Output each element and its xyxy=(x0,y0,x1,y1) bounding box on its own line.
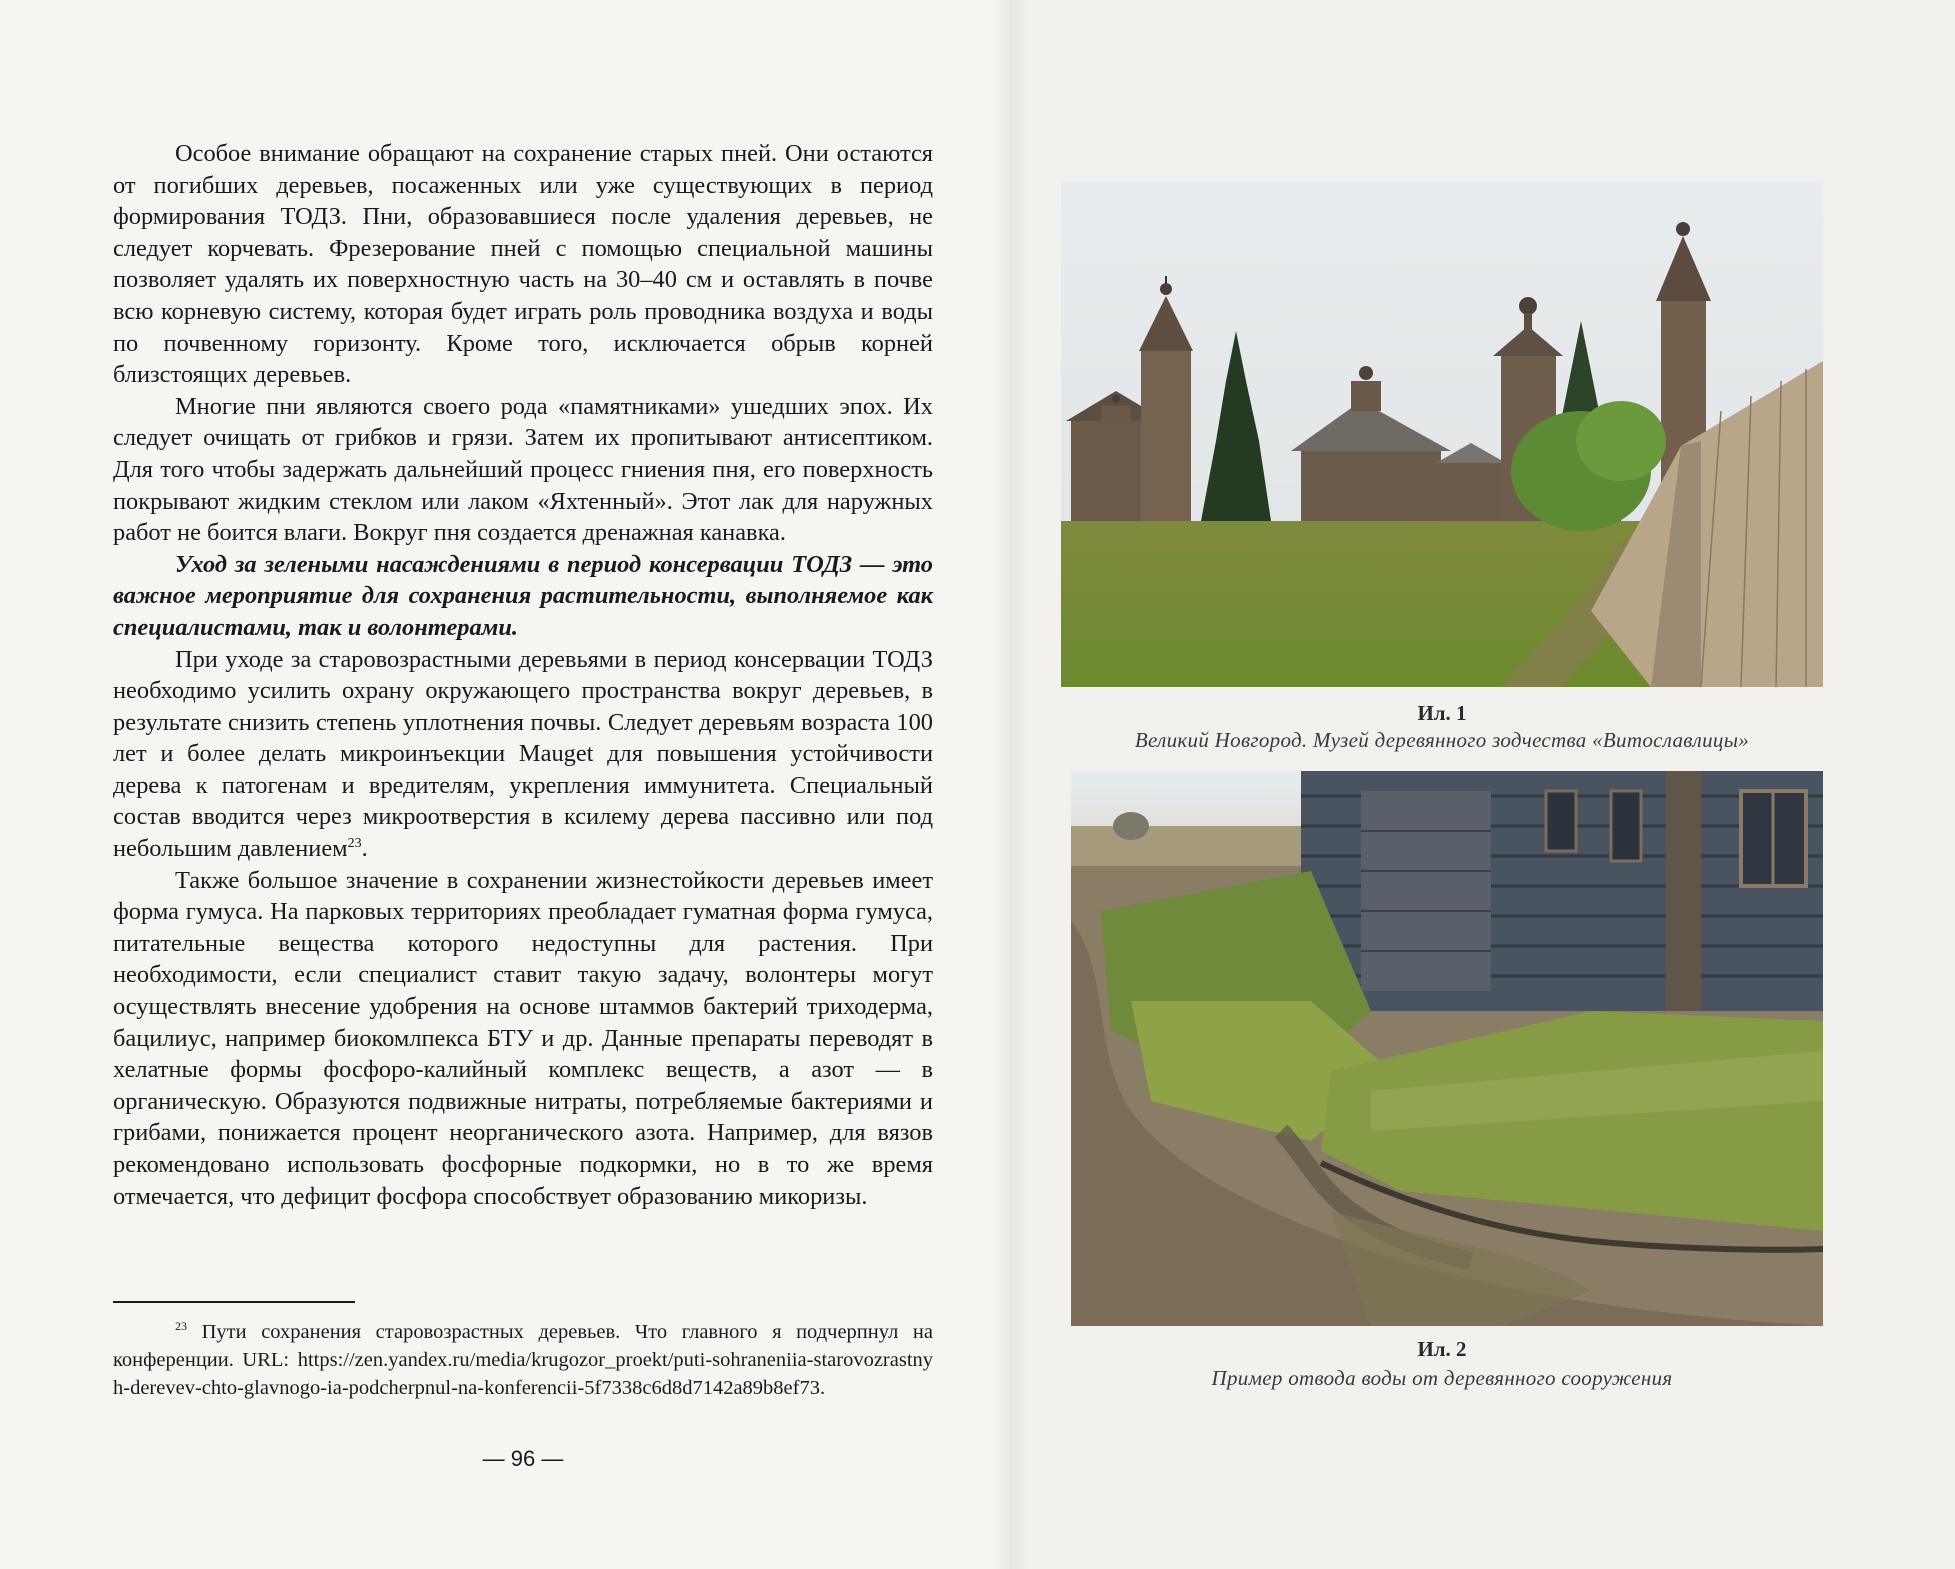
main-text xyxy=(113,138,933,1212)
page-number: — 96 — xyxy=(482,1446,564,1471)
footnote-text: Пути сохранения старовозрастных деревьев. Что главного я подчерпнул на конференции. URL: xyxy=(113,1321,933,1371)
footnote-number: 23 xyxy=(175,1319,187,1334)
photo-drainage xyxy=(1071,771,1823,1326)
footnote-reference[interactable]: 23 xyxy=(347,835,362,851)
figure1-caption: Великий Новгород. Музей деревянного зодчества «Витославлицы» xyxy=(1134,728,1750,752)
footnote xyxy=(113,1318,933,1402)
paragraph-emphasis: Уход за зелеными насаждениями в период консервации ТОДЗ — это важное мероприятие для сохранения растительности, выполняемое как специалистами, так и волонтерами. xyxy=(113,550,933,641)
paragraph-stumps: Особое внимание обращают на сохранение старых пней. Они остаются от погибших деревьев, посаженных или уже существующих в период формирования ТОДЗ. Пни, образовавшиеся после удаления деревьев, не следует корчевать. Фрезерование пней с помощью специальной машины позволяет удалять их поверхностную часть на 30–40 см и оставлять в почве всю корневую систему, которая будет играть роль проводника воздуха и воды по почвенному горизонту. Кроме того, исключается обрыв корней близстоящих деревьев. xyxy=(113,140,933,389)
figure1-label: Ил. 1 xyxy=(1417,701,1467,725)
figure2-caption: Пример отвода воды от деревянного сооружения xyxy=(1211,1366,1673,1390)
paragraph-monuments: Многие пни являются своего рода «памятниками» ушедших эпох. Их следует очищать от грибков и грязи. Затем их пропитывают антисептиком. Для того чтобы задержать дальнейший процесс гниения пня, его поверхность покрывают жидким стеклом или лаком «Яхтенный». Этот лак для наружных работ не боится влаги. Вокруг пня создается дренажная канавка. xyxy=(113,392,933,547)
paragraph-old-trees-text: При уходе за старовозрастными деревьями в период консервации ТОДЗ необходимо усилить охрану окружающего пространства вокруг деревьев, в результате снизить степень уплотнения почвы. Следует деревьям возраста 100 лет и более делать микроинъекции Mauget для повышения устойчивости дерева к патогенам и вредителям, укрепления иммунитета. Специальный состав вводится через микроотверстия в ксилему дерева пассивно или под небольшим давлением xyxy=(113,645,933,863)
paragraph-old-trees: При уходе за старовозрастными деревьями в период консервации ТОДЗ необходимо усилить охрану окружающего пространства вокруг деревьев, в результате снизить степень уплотнения почвы. Следует деревьям возраста 100 лет и более делать микроинъекции Mauget для повышения устойчивости дерева к патогенам и вредителям, укрепления иммунитета. Специальный состав вводится через микроотверстия в ксилему дерева пассивно или под небольшим давлением$^{23}$. xyxy=(113,645,933,863)
paragraph-humus: Также большое значение в сохранении жизнестойкости деревьев имеет форма гумуса. На парковых территориях преобладает гуматная форма гумуса, питательные вещества которого недоступны для растения. При необходимости, если специалист ставит такую задачу, волонтеры могут осуществлять внесение удобрения на основе штаммов бактерий триходерма, бацилиус, например биокомлпекса БТУ и др. Данные препараты переводят в хелатные формы фосфоро-калийный комплекс веществ, а азот — в органическую. Образуются подвижные нитраты, потребляемые бактериями и грибами, понижается процент неорганического азота. Например, для вязов рекомендовано использовать фосфорные подкормки, но в то же время отмечается, что дефицит фосфора способствует образованию микоризы. xyxy=(113,866,933,1210)
footnote-url[interactable]: https://zen.yandex.ru/media/krugozor_proekt/puti-sohraneniia-starovozrastnyh-derevev-chto-glavnogo-ia-podcherpnul-na-konferencii-5f7338c6d8d7142a89b8ef73. xyxy=(113,1349,934,1399)
book-gutter xyxy=(990,0,1030,1569)
figure2-label: Ил. 2 xyxy=(1417,1337,1467,1361)
footnote-divider xyxy=(113,1301,355,1303)
photo-wooden-churches xyxy=(1061,181,1823,687)
